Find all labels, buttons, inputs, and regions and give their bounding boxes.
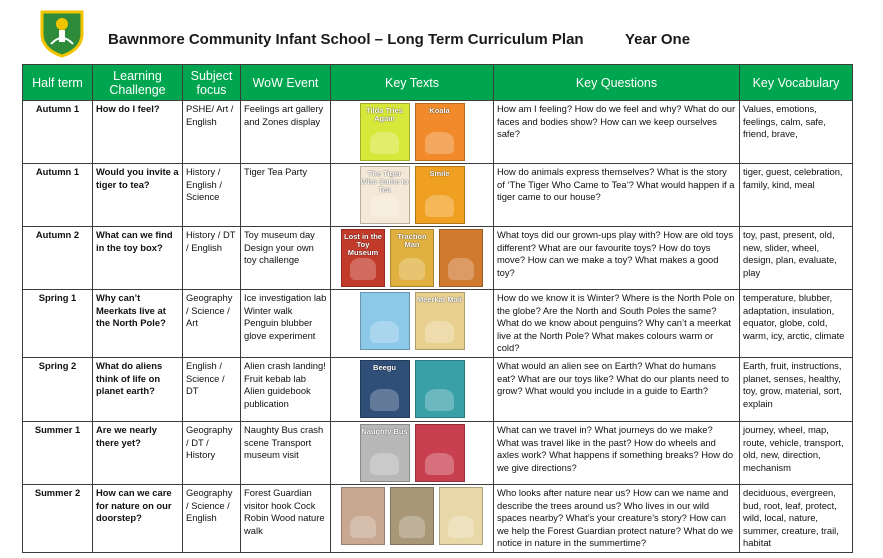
wow-event-cell: Toy museum day Design your own toy challenge bbox=[241, 227, 331, 290]
table-row bbox=[23, 421, 853, 484]
key-texts-cell bbox=[331, 484, 494, 552]
subject-focus-cell: Geography / DT / History bbox=[183, 421, 241, 484]
learning-challenge-cell: What can we find in the toy box? bbox=[93, 227, 183, 290]
key-questions-cell: Who looks after nature near us? How can we name and describe the trees around us? Who lives in our wild spaces nearby? What’s your creature’s story? How can we help the Forest Guardian protect nature? What do we notice in nature in the summertime? bbox=[494, 484, 740, 552]
column-header-half-term: Half term bbox=[23, 65, 93, 101]
book-covers bbox=[334, 292, 490, 350]
year-group: Year One bbox=[625, 31, 691, 48]
key-texts-cell bbox=[331, 290, 494, 358]
subject-focus-cell: Geography / Science / English bbox=[183, 484, 241, 552]
column-header-key-texts: Key Texts bbox=[331, 65, 494, 101]
learning-challenge-cell: What do aliens think of life on planet earth? bbox=[93, 357, 183, 421]
key-questions-cell: How do we know it is Winter? Where is the North Pole on the globe? Are the North and South Poles the same? What do we know about penguins? Why can’t a meerkat live at the North Pole? What makes colours warm or cold? bbox=[494, 290, 740, 358]
key-vocabulary-cell: temperature, blubber, adaptation, insulation, equator, globe, cold, warm, icy, arctic, climate bbox=[740, 290, 853, 358]
column-header-learning-challenge: Learning Challenge bbox=[93, 65, 183, 101]
table-row bbox=[23, 101, 853, 164]
half-term-cell: Spring 1 bbox=[23, 290, 93, 358]
book-cover-icon bbox=[360, 360, 410, 418]
wow-event-cell: Feelings art gallery and Zones display bbox=[241, 101, 331, 164]
book-cover-title: Meerkat Mail bbox=[416, 295, 463, 304]
learning-challenge-cell: Would you invite a tiger to tea? bbox=[93, 164, 183, 227]
book-cover-title: Tilda Tries Again bbox=[366, 106, 403, 123]
key-texts-cell bbox=[331, 421, 494, 484]
half-term-cell: Summer 2 bbox=[23, 484, 93, 552]
column-header-subject-focus: Subject focus bbox=[183, 65, 241, 101]
half-term-cell: Autumn 1 bbox=[23, 164, 93, 227]
subject-focus-cell: English / Science / DT bbox=[183, 357, 241, 421]
wow-event-cell: Tiger Tea Party bbox=[241, 164, 331, 227]
key-texts-cell bbox=[331, 357, 494, 421]
book-covers bbox=[334, 487, 490, 545]
wow-event-cell: Naughty Bus crash scene Transport museum visit bbox=[241, 421, 331, 484]
book-cover-icon bbox=[390, 487, 434, 545]
book-cover-title: Lost in the Toy Museum bbox=[344, 232, 382, 257]
key-questions-cell: What would an alien see on Earth? What do humans eat? What are our toys like? What do our plants need to grow? What would you include in a guide to Earth? bbox=[494, 357, 740, 421]
book-covers bbox=[334, 424, 490, 482]
learning-challenge-cell: How do I feel? bbox=[93, 101, 183, 164]
key-vocabulary-cell: Earth, fruit, instructions, planet, senses, healthy, toy, grow, material, sort, explain bbox=[740, 357, 853, 421]
book-cover-title: Traction Man bbox=[397, 232, 427, 249]
key-vocabulary-cell: journey, wheel, map, route, vehicle, transport, old, new, direction, mechanism bbox=[740, 421, 853, 484]
key-vocabulary-cell: deciduous, evergreen, bud, root, leaf, protect, wild, local, nature, summer, creature, trail, habitat bbox=[740, 484, 853, 552]
book-cover-icon bbox=[415, 424, 465, 482]
wow-event-cell: Forest Guardian visitor hook Cock Robin Wood nature walk bbox=[241, 484, 331, 552]
column-header-wow-event: WoW Event bbox=[241, 65, 331, 101]
table-row bbox=[23, 484, 853, 552]
column-header-key-questions: Key Questions bbox=[494, 65, 740, 101]
table-row bbox=[23, 227, 853, 290]
school-crest-icon bbox=[37, 8, 87, 58]
half-term-cell: Autumn 1 bbox=[23, 101, 93, 164]
book-cover-icon bbox=[415, 360, 465, 418]
book-cover-icon bbox=[415, 166, 465, 224]
curriculum-table bbox=[22, 64, 853, 553]
book-cover-icon bbox=[360, 166, 410, 224]
table-row bbox=[23, 164, 853, 227]
book-cover-title: The Tiger Who Came to Tea bbox=[360, 169, 409, 194]
book-cover-icon bbox=[341, 487, 385, 545]
book-cover-icon bbox=[415, 103, 465, 161]
book-covers bbox=[334, 166, 490, 224]
table-header-row bbox=[23, 65, 853, 101]
key-texts-cell bbox=[331, 101, 494, 164]
key-vocabulary-cell: toy, past, present, old, new, slider, wheel, design, plan, evaluate, play bbox=[740, 227, 853, 290]
learning-challenge-cell: Are we nearly there yet? bbox=[93, 421, 183, 484]
learning-challenge-cell: How can we care for nature on our doorstep? bbox=[93, 484, 183, 552]
book-cover-title: Koala bbox=[429, 106, 450, 115]
book-cover-icon bbox=[390, 229, 434, 287]
key-questions-cell: How do animals express themselves? What is the story of ‘The Tiger Who Came to Tea’? What would happen if a tiger came to our house? bbox=[494, 164, 740, 227]
book-cover-title: Naughty Bus bbox=[361, 426, 408, 436]
key-vocabulary-cell: tiger, guest, celebration, family, kind, meal bbox=[740, 164, 853, 227]
book-cover-icon bbox=[439, 229, 483, 287]
subject-focus-cell: PSHE/ Art / English bbox=[183, 101, 241, 164]
table-row bbox=[23, 290, 853, 358]
half-term-cell: Summer 1 bbox=[23, 421, 93, 484]
book-cover-icon bbox=[360, 103, 410, 161]
wow-event-cell: Alien crash landing! Fruit kebab lab Alien guidebook publication bbox=[241, 357, 331, 421]
key-texts-cell bbox=[331, 164, 494, 227]
book-covers bbox=[334, 360, 490, 418]
subject-focus-cell: Geography / Science / Art bbox=[183, 290, 241, 358]
book-cover-icon bbox=[341, 229, 385, 287]
book-cover-title: Beegu bbox=[373, 362, 396, 372]
wow-event-cell: Ice investigation lab Winter walk Penguin blubber glove experiment bbox=[241, 290, 331, 358]
table-row bbox=[23, 357, 853, 421]
book-cover-title: Smile bbox=[429, 169, 450, 178]
key-questions-cell: What toys did our grown-ups play with? How are old toys different? What are our favourite toys? How do toys move? How can we make a toy? What makes a good toy? bbox=[494, 227, 740, 290]
subject-focus-cell: History / DT / English bbox=[183, 227, 241, 290]
book-covers bbox=[334, 229, 490, 287]
key-questions-cell: How am I feeling? How do we feel and why? What do our faces and bodies show? How can we keep ourselves safe? bbox=[494, 101, 740, 164]
column-header-key-vocabulary: Key Vocabulary bbox=[740, 65, 853, 101]
page-title: Bawnmore Community Infant School – Long Term Curriculum Plan bbox=[108, 31, 584, 48]
key-questions-cell: What can we travel in? What journeys do we make? What was travel like in the past? How do wheels and axles work? What happens if something breaks? How do we give directions? bbox=[494, 421, 740, 484]
book-cover-icon bbox=[439, 487, 483, 545]
key-vocabulary-cell: Values, emotions, feelings, calm, safe, friend, brave, bbox=[740, 101, 853, 164]
book-cover-icon bbox=[415, 292, 465, 350]
subject-focus-cell: History / English / Science bbox=[183, 164, 241, 227]
page-header bbox=[0, 0, 883, 64]
half-term-cell: Spring 2 bbox=[23, 357, 93, 421]
book-cover-icon bbox=[360, 424, 410, 482]
key-texts-cell bbox=[331, 227, 494, 290]
book-cover-icon bbox=[360, 292, 410, 350]
book-covers bbox=[334, 103, 490, 161]
learning-challenge-cell: Why can’t Meerkats live at the North Pole? bbox=[93, 290, 183, 358]
half-term-cell: Autumn 2 bbox=[23, 227, 93, 290]
